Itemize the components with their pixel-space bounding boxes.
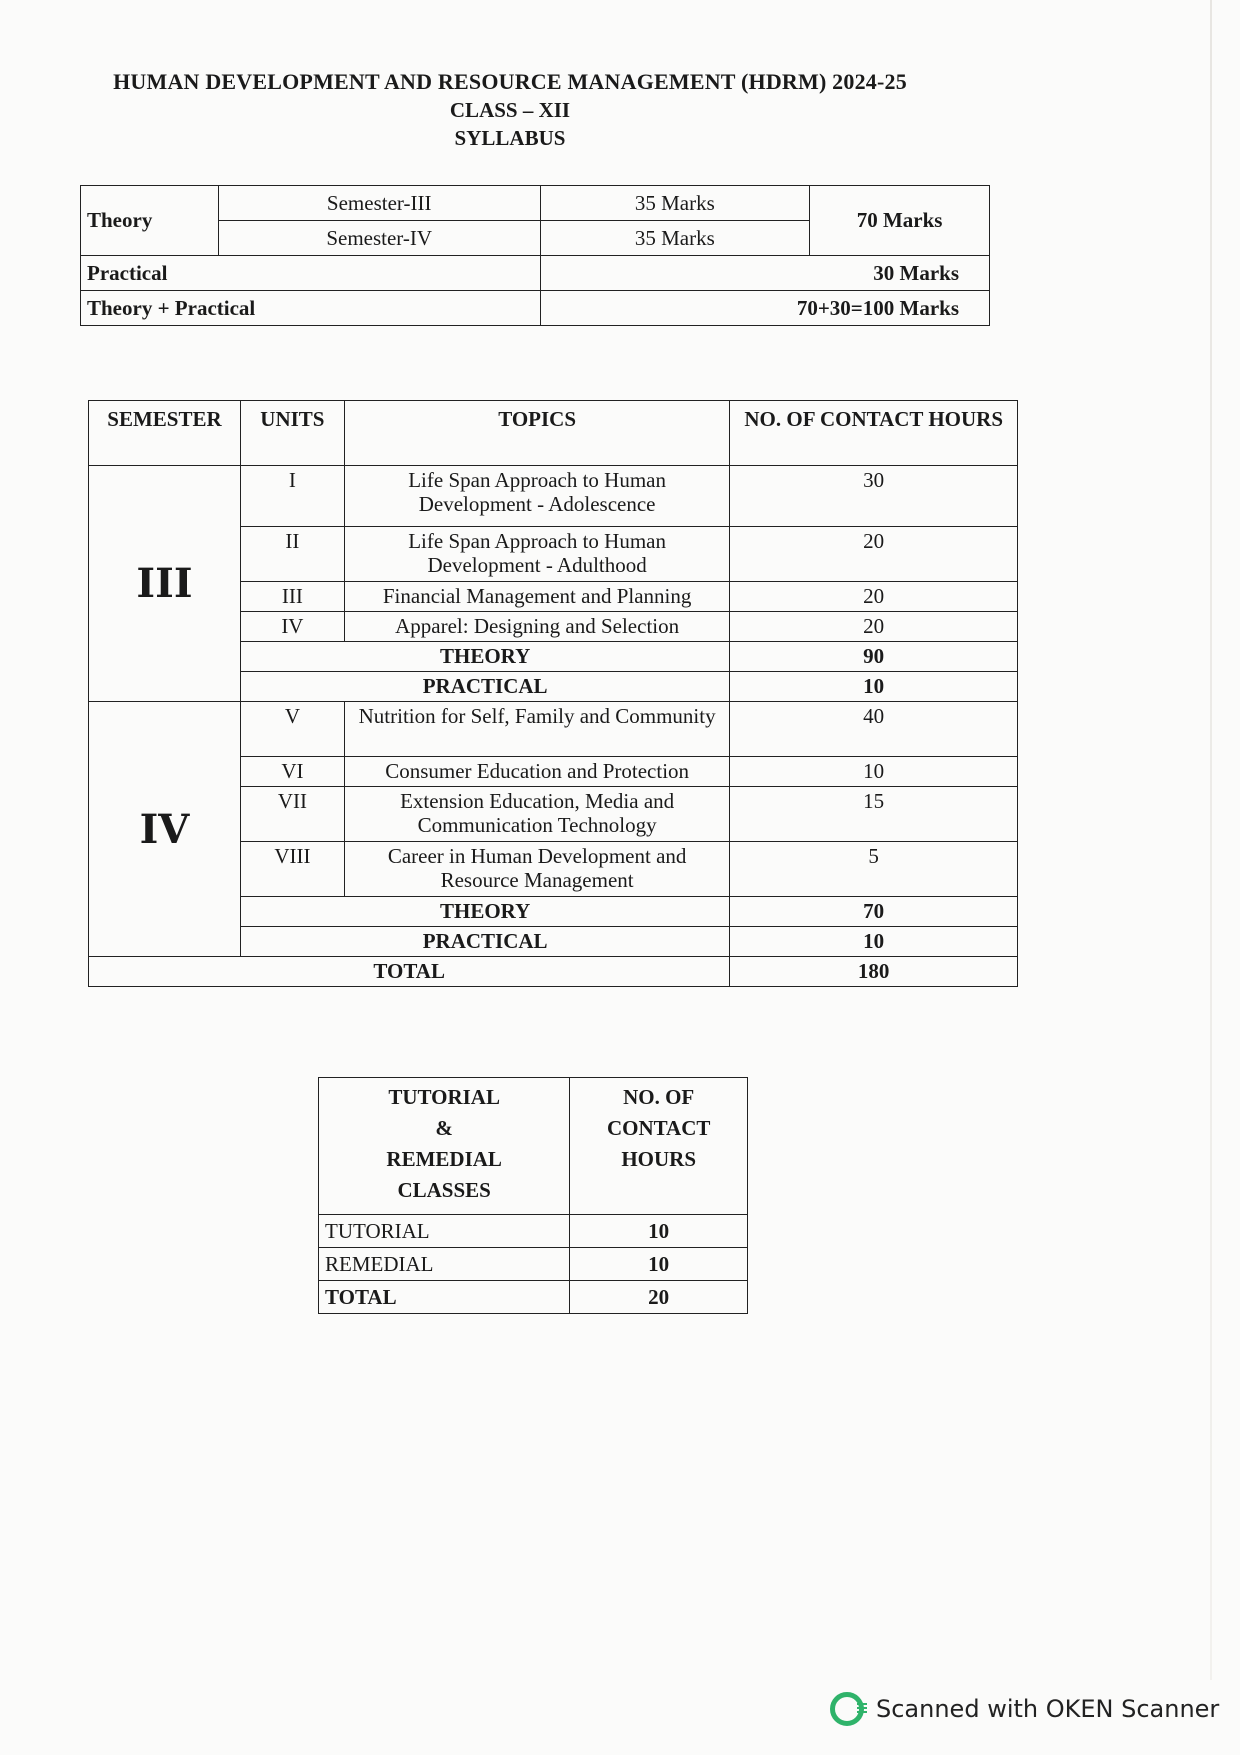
header-line: & [435, 1116, 453, 1140]
unit-hours: 15 [730, 787, 1018, 842]
unit-number: III [240, 582, 344, 612]
header-line: REMEDIAL [386, 1147, 502, 1171]
unit-topic: Life Span Approach to Human Development - Adulthood [344, 527, 729, 582]
header-semester: SEMESTER [89, 401, 241, 466]
theory-total-marks: 70 Marks [810, 186, 990, 256]
header-units: UNITS [240, 401, 344, 466]
unit-hours: 20 [730, 612, 1018, 642]
grand-total-hours: 180 [730, 957, 1018, 987]
unit-topic: Financial Management and Planning [344, 582, 729, 612]
semester4-theory-label: THEORY [240, 897, 729, 927]
semester4-label: IV [89, 702, 241, 957]
semester3-practical-label: PRACTICAL [240, 672, 729, 702]
unit-number: VI [240, 757, 344, 787]
unit-number: I [240, 466, 344, 527]
table-row [81, 291, 990, 326]
syllabus-line: SYLLABUS [454, 126, 566, 150]
page-heading [80, 68, 940, 152]
header-line: TUTORIAL [388, 1085, 500, 1109]
scanner-text: Scanned with OKEN Scanner [876, 1695, 1220, 1723]
header-contact-hours [570, 1078, 748, 1215]
semester3-label: III [89, 466, 241, 702]
unit-topic: Nutrition for Self, Family and Community [344, 702, 729, 757]
semester3-theory-hours: 90 [730, 642, 1018, 672]
row-hours: 10 [570, 1248, 748, 1281]
header-tutorial-remedial [319, 1078, 570, 1215]
row-hours: 20 [570, 1281, 748, 1314]
unit-hours: 30 [730, 466, 1018, 527]
semester3-label: Semester-III [218, 186, 540, 221]
row-hours: 10 [570, 1215, 748, 1248]
unit-topic: Career in Human Development and Resource Management [344, 842, 729, 897]
grand-total-label: TOTAL [89, 957, 730, 987]
scanner-watermark [830, 1692, 1219, 1726]
semester4-label: Semester-IV [218, 221, 540, 256]
practical-label: Practical [81, 256, 541, 291]
unit-number: IV [240, 612, 344, 642]
row-label: REMEDIAL [319, 1248, 570, 1281]
semester4-marks: 35 Marks [540, 221, 810, 256]
document-title: HUMAN DEVELOPMENT AND RESOURCE MANAGEMENT (HDRM) 2024-25 [113, 69, 907, 94]
header-topics: TOPICS [344, 401, 729, 466]
header-line: CLASSES [397, 1178, 491, 1202]
table-row [81, 256, 990, 291]
semester4-practical-label: PRACTICAL [240, 927, 729, 957]
header-hours: NO. OF CONTACT HOURS [730, 401, 1018, 466]
row-label: TUTORIAL [319, 1215, 570, 1248]
table-row [89, 957, 1018, 987]
combined-label: Theory + Practical [81, 291, 541, 326]
table-row [319, 1248, 748, 1281]
theory-label: Theory [81, 186, 219, 256]
row-label: TOTAL [319, 1281, 570, 1314]
header-line: NO. OF [623, 1085, 695, 1109]
page-edge [1210, 0, 1212, 1680]
table-row [89, 466, 1018, 527]
marks-table [80, 185, 990, 326]
unit-topic: Apparel: Designing and Selection [344, 612, 729, 642]
unit-hours: 20 [730, 582, 1018, 612]
table-row [319, 1215, 748, 1248]
table-header-row [319, 1078, 748, 1215]
semester4-practical-hours: 10 [730, 927, 1018, 957]
header-line: HOURS [621, 1147, 696, 1171]
semester3-practical-hours: 10 [730, 672, 1018, 702]
class-line: CLASS – XII [449, 98, 571, 122]
unit-number: II [240, 527, 344, 582]
unit-topic: Extension Education, Media and Communication Technology [344, 787, 729, 842]
header-line: CONTACT [606, 1116, 711, 1140]
unit-number: VII [240, 787, 344, 842]
semester4-theory-hours: 70 [730, 897, 1018, 927]
unit-hours: 10 [730, 757, 1018, 787]
unit-topic: Life Span Approach to Human Development - Adolescence [344, 466, 729, 527]
semester3-marks: 35 Marks [540, 186, 810, 221]
semester3-theory-label: THEORY [240, 642, 729, 672]
table-header-row [89, 401, 1018, 466]
oken-scanner-logo-icon [830, 1692, 864, 1726]
unit-hours: 5 [730, 842, 1018, 897]
table-row [89, 702, 1018, 757]
practical-marks: 30 Marks [540, 256, 990, 291]
syllabus-table [88, 400, 1018, 987]
unit-hours: 40 [730, 702, 1018, 757]
unit-number: VIII [240, 842, 344, 897]
combined-marks: 70+30=100 Marks [540, 291, 990, 326]
unit-topic: Consumer Education and Protection [344, 757, 729, 787]
unit-hours: 20 [730, 527, 1018, 582]
unit-number: V [240, 702, 344, 757]
table-row [319, 1281, 748, 1314]
table-row [81, 186, 990, 221]
tutorial-table [318, 1077, 748, 1314]
